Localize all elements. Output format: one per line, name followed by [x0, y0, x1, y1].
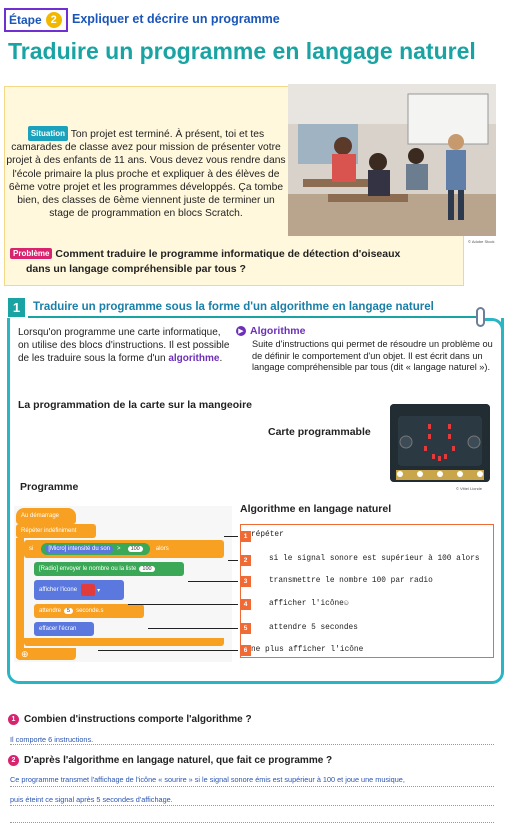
- block-afficher-icone: [34, 580, 124, 600]
- probleme-line2: dans un langage compréhensible par tous ?: [26, 263, 246, 275]
- block-attendre-label: attendre: [39, 608, 62, 614]
- classroom-photo: [288, 84, 496, 236]
- question-1-number: 1: [8, 714, 19, 725]
- algo-line-5: attendre 5 secondes: [269, 624, 358, 632]
- situation-tag: Situation: [28, 126, 68, 141]
- scratch-program: [14, 506, 232, 662]
- dropdown-caret-icon: ▾: [97, 587, 101, 594]
- question-1-text: Combien d'instructions comporte l'algorithme ?: [24, 714, 252, 725]
- algorithme-title: Algorithme: [250, 325, 306, 337]
- programme-label: Programme: [20, 481, 79, 493]
- block-si-label: si: [29, 546, 34, 552]
- block-alors: alors: [155, 546, 169, 552]
- answer-2-line-1: Ce programme transmet l'affichage de l'icône « sourire » si le signal sonore émis est supérieur à 100 et joue une musique,: [10, 775, 405, 784]
- carte-credit: © Vittel Lionde: [456, 486, 483, 491]
- etape-number: 2: [46, 12, 62, 28]
- algorithme-naturel-label: Algorithme en langage naturel: [240, 503, 392, 515]
- photo-credit: © Adobe Stock: [468, 239, 495, 244]
- algo-line-4: afficher l'icône☺: [269, 600, 349, 608]
- block-radio-label: [Radio] envoyer le nombre ou la liste: [39, 566, 137, 572]
- algo-num-6: 6: [240, 645, 251, 656]
- arrow-2: [228, 560, 238, 561]
- block-condition: [41, 543, 149, 555]
- situation-body: Ton projet est terminé. À présent, toi et tes camarades de classe avez pour mission de présenter votre projet à des enfants de 11 ans. Vous devez vous rendre dans l'école primaire la plus proche et expliquer à des élèves de 6ème votre projet et les programmes développés. Ça tombe bien, des classes de 6ème viennent juste de terminer un stage de programmation en blocs Scratch.: [6, 129, 286, 220]
- answer-1-line-1: Il comporte 6 instructions.: [10, 735, 94, 744]
- etape-label: Étape: [9, 13, 42, 27]
- intro-before: Lorsqu'on programme une carte informatique, on utilise des blocs d'instructions. Il est possible de les traduire sous la forme d'un: [18, 327, 230, 364]
- situation-text: [6, 126, 286, 220]
- algo-line-1: répéter: [251, 531, 284, 539]
- block-attendre-unit: seconde.s: [76, 608, 104, 614]
- arrow-1: [224, 536, 238, 537]
- block-si-end: [24, 638, 224, 646]
- arrow-4: [128, 604, 238, 605]
- block-attendre: [34, 604, 144, 618]
- intro-keyword: algorithme: [168, 353, 220, 364]
- probleme-text-1: Comment traduire le programme informatique de détection d'oiseaux: [55, 248, 401, 260]
- algo-line-3: transmettre le nombre 100 par radio: [269, 577, 433, 585]
- microbit-image: [390, 404, 490, 482]
- answer-2-line-2: puis éteint ce signal après 5 secondes d'affichage.: [10, 795, 173, 804]
- block-repeter-arm: [16, 538, 24, 658]
- block-afficher-label: afficher l'icone: [39, 587, 78, 593]
- algo-num-3: 3: [240, 576, 251, 587]
- intro-after: .: [219, 353, 223, 364]
- programmation-title: La programmation de la carte sur la mangeoire: [18, 399, 252, 411]
- block-au-demarrage: Au démarrage: [16, 508, 76, 524]
- probleme-tag: Problème: [10, 248, 52, 259]
- question-2: [8, 755, 332, 766]
- smiley-grid-icon: [81, 584, 95, 596]
- algo-num-2: 2: [240, 555, 251, 566]
- algo-num-1: 1: [240, 531, 251, 542]
- block-si: [24, 540, 224, 558]
- question-2-text: D'après l'algorithme en langage naturel, que fait ce programme ?: [24, 755, 333, 766]
- block-attendre-value: 5: [64, 608, 73, 614]
- block-radio-value: 100: [139, 566, 154, 572]
- intro-text: [18, 326, 230, 365]
- block-effacer: effacer l'écran: [34, 622, 94, 636]
- arrow-6: [98, 650, 238, 651]
- block-operator: >: [117, 546, 121, 552]
- block-repeter: Répéter indéfiniment: [16, 524, 96, 538]
- algo-line-2: si le signal sonore est supérieur à 100 alors: [269, 555, 480, 563]
- algo-num-4: 4: [240, 599, 251, 610]
- section-number: 1: [8, 298, 25, 317]
- algorithm-box: [240, 524, 494, 658]
- algo-num-5: 5: [240, 623, 251, 634]
- etape-title: Expliquer et décrire un programme: [72, 12, 280, 26]
- answer-1-dotted-line: [10, 744, 494, 745]
- section-title: Traduire un programme sous la forme d'un algorithme en langage naturel: [33, 301, 434, 313]
- algo-line-6: ne plus afficher l'icône: [251, 646, 364, 654]
- block-sensor: [Micro] intensité du son: [45, 545, 113, 553]
- algorithme-definition: Suite d'instructions qui permet de résoudre un problème ou de définir le comportement d'un objet. Il est écrit dans un langage compréhensible par tous (dit « langage naturel »).: [252, 339, 493, 372]
- carte-label: Carte programmable: [268, 426, 371, 438]
- block-threshold: 100: [128, 546, 143, 552]
- block-repeter-end: [16, 648, 76, 660]
- etape-badge: [4, 8, 68, 32]
- plus-icon: ⊕: [21, 648, 29, 659]
- answer-2-dotted-line-1: [10, 786, 494, 787]
- arrow-3: [188, 581, 238, 582]
- block-radio: [34, 562, 184, 576]
- probleme-line1: [10, 248, 400, 260]
- page-title: Traduire un programme en langage naturel: [8, 38, 476, 64]
- question-2-number: 2: [8, 755, 19, 766]
- question-1: [8, 714, 252, 725]
- answer-2-dotted-line-2: [10, 805, 494, 806]
- arrow-5: [148, 628, 238, 629]
- answer-2-dotted-line-3: [10, 822, 494, 823]
- chevron-right-icon: ▶: [236, 326, 246, 336]
- paperclip-icon: [476, 307, 485, 327]
